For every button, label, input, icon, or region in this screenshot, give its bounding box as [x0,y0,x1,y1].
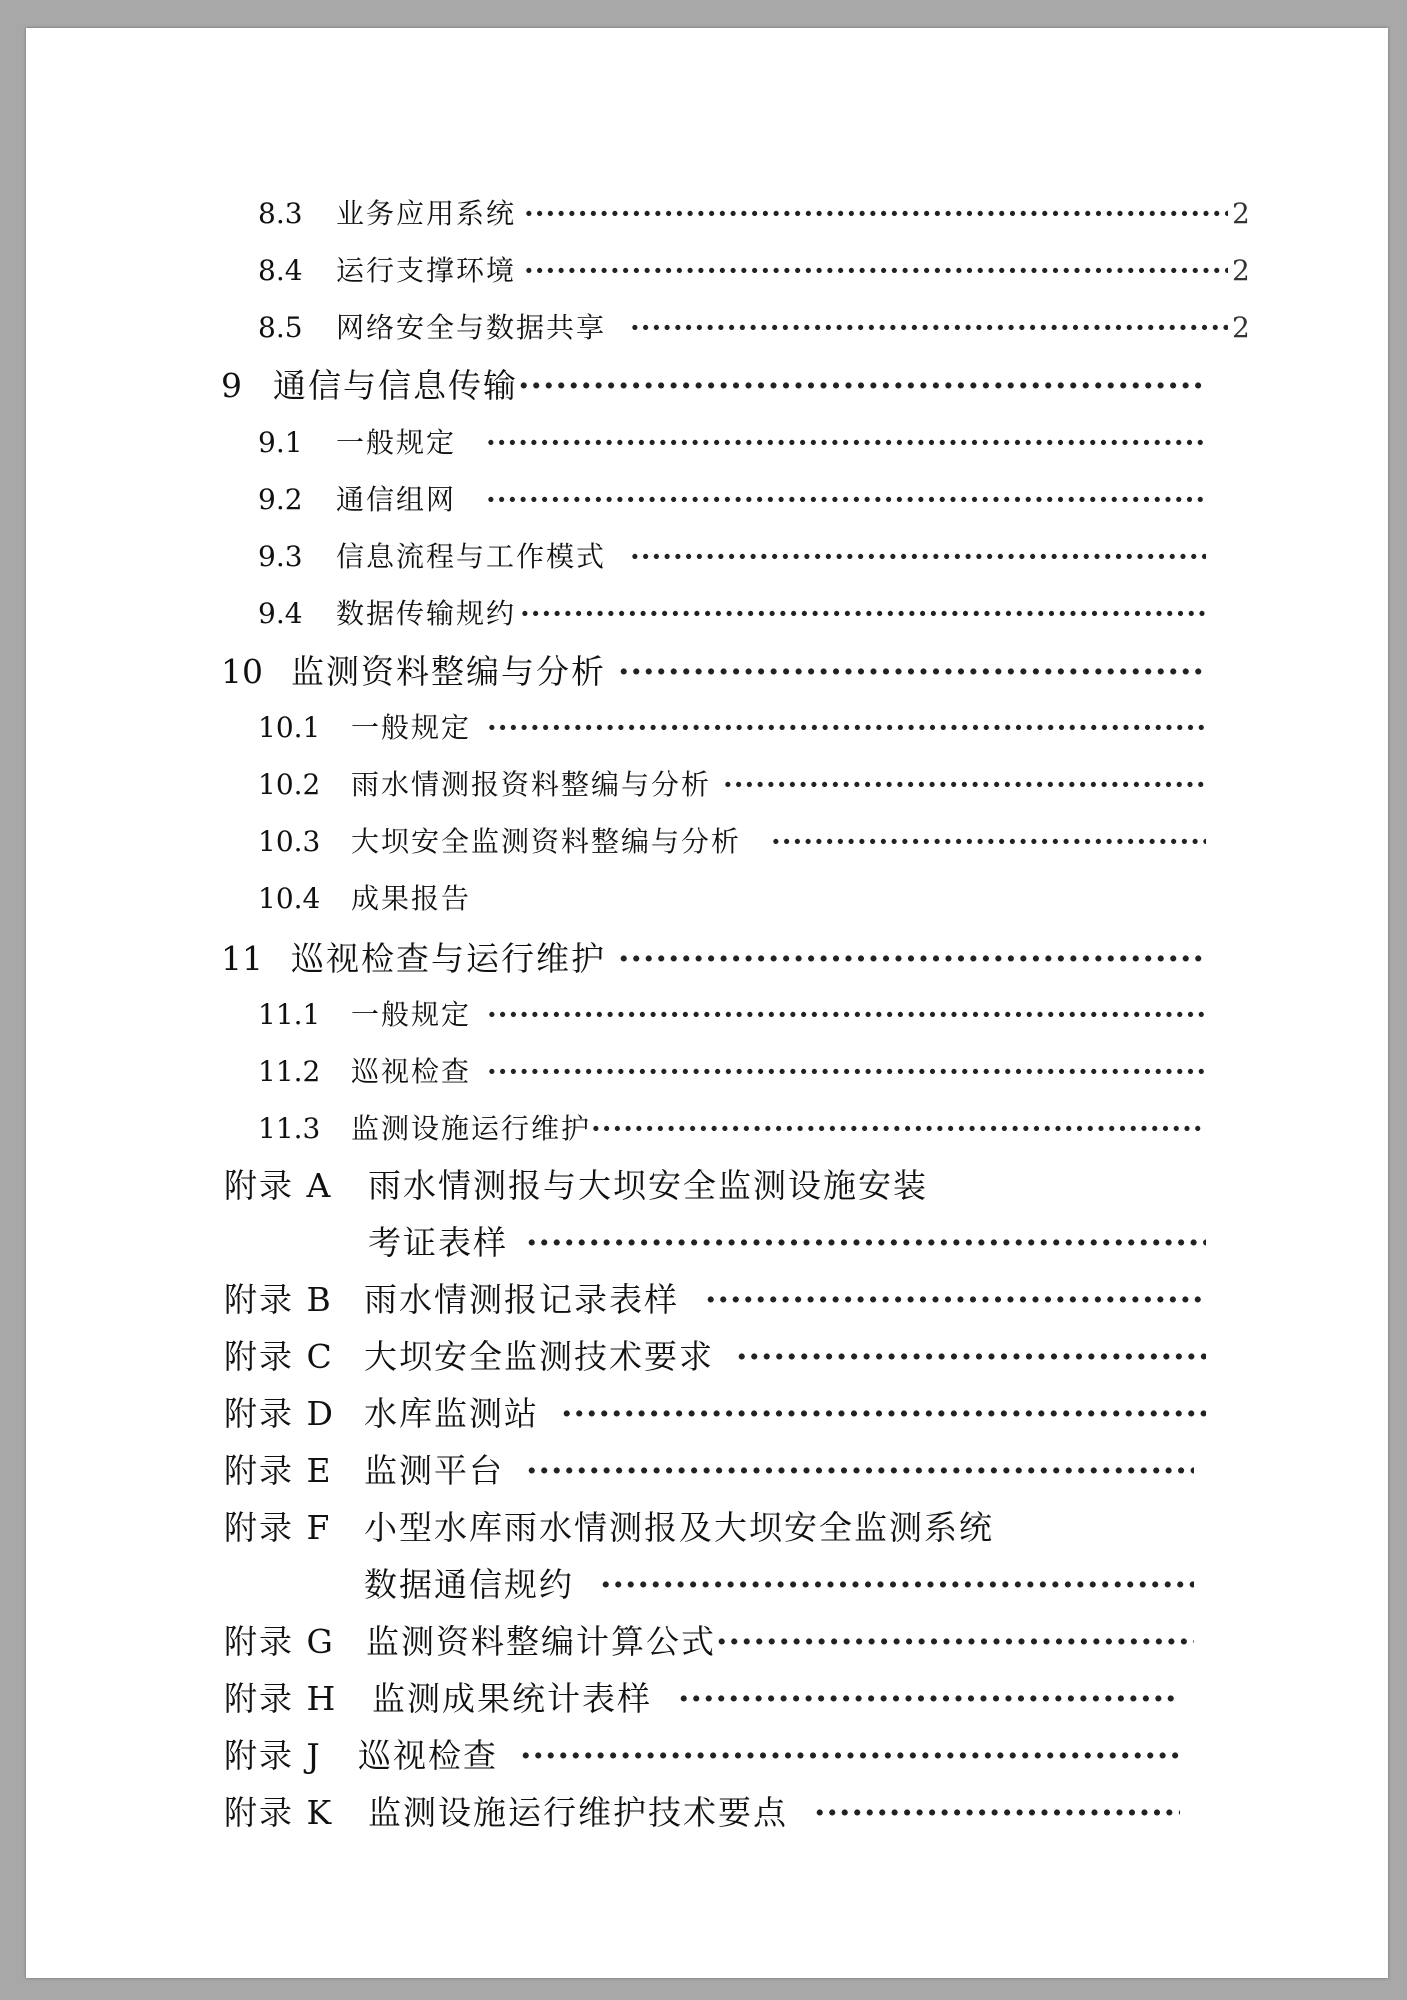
toc-number: 8.4 [258,254,303,287]
toc-appendix-e [224,1445,1194,1492]
leader-dots [520,1736,1180,1775]
toc-title: 数据传输规约 [336,597,517,630]
leader-dots [524,197,1228,230]
toc-title: 一般规定 [336,426,457,459]
toc-number: 10.4 [258,882,321,915]
leader-dots [591,1112,1206,1145]
toc-chapter-10 [221,646,1206,693]
toc-number: 9.2 [258,483,303,516]
toc-page-number: 2 [1232,197,1250,230]
toc-entry-10-4 [258,877,1206,917]
toc-number: 附录 F [224,1508,332,1547]
toc-appendix-k [224,1787,1180,1834]
leader-dots [487,711,1206,744]
toc-title: 巡视检查 [358,1736,498,1775]
toc-title: 雨水情测报资料整编与分析 [351,768,712,801]
toc-number: 附录 A [224,1166,333,1205]
toc-chapter-11 [221,933,1206,980]
toc-number: 11.3 [258,1112,321,1145]
toc-title: 运行支撑环境 [336,254,517,287]
toc-appendix-d [224,1388,1206,1435]
toc-appendix-g [224,1616,1194,1663]
leader-dots [723,768,1206,801]
toc-title: 大坝安全监测技术要求 [364,1337,714,1376]
toc-title: 一般规定 [351,711,472,744]
toc-appendix-c [224,1331,1206,1378]
leader-dots [561,1394,1206,1433]
leader-dots [486,483,1206,516]
toc-number: 10 [221,652,263,691]
leader-dots [487,998,1206,1031]
toc-page-number: 2 [1232,254,1250,287]
toc-title: 监测设施运行维护技术要点 [368,1793,788,1832]
leader-dots [526,1223,1206,1262]
leader-dots [526,1451,1194,1490]
toc-entry-11-3 [258,1107,1206,1147]
leader-dots [524,254,1228,287]
toc-title: 监测设施运行维护 [351,1112,592,1145]
toc-appendix-f [224,1502,1206,1549]
toc-appendix-h [224,1673,1180,1720]
toc-number: 8.3 [258,197,303,230]
toc-number: 9.1 [258,426,303,459]
leader-dots [678,1679,1180,1718]
toc-appendix-a [224,1160,1206,1207]
toc-number: 9 [221,366,242,405]
toc-entry-10-1 [258,706,1206,746]
toc-number: 11 [221,939,263,978]
leader-dots [705,1280,1206,1319]
toc-number: 9.3 [258,540,303,573]
toc-title: 大坝安全监测资料整编与分析 [351,825,742,858]
toc-title: 巡视检查与运行维护 [291,939,606,978]
toc-number: 9.4 [258,597,303,630]
toc-chapter-9 [221,360,1206,407]
toc-entry-9-1 [258,421,1206,461]
toc-number: 附录 B [224,1280,333,1319]
leader-dots [600,1565,1194,1604]
toc-appendix-a-continuation [368,1217,1206,1264]
toc-entry-9-3 [258,535,1206,575]
leader-dots [771,825,1206,858]
toc-number: 附录 J [224,1736,322,1775]
toc-title: 信息流程与工作模式 [336,540,607,573]
toc-number: 11.1 [258,998,321,1031]
toc-appendix-j [224,1730,1180,1777]
toc-number: 10.2 [258,768,321,801]
toc-number: 附录 D [224,1394,335,1433]
leader-dots [618,652,1206,691]
leader-dots [487,1055,1206,1088]
toc-title: 业务应用系统 [336,197,517,230]
toc-title: 通信与信息传输 [273,366,518,405]
toc-title-continuation: 数据通信规约 [364,1565,574,1604]
toc-title: 监测平台 [364,1451,504,1490]
leader-dots [618,939,1206,978]
toc-title: 雨水情测报与大坝安全监测设施安装 [368,1166,928,1205]
toc-title: 通信组网 [336,483,457,516]
toc-entry-11-1 [258,993,1206,1033]
toc-number: 附录 C [224,1337,334,1376]
toc-title: 小型水库雨水情测报及大坝安全监测系统 [364,1508,994,1547]
toc-title: 监测资料整编计算公式 [366,1622,716,1661]
toc-entry-11-2 [258,1050,1206,1090]
leader-dots [486,426,1206,459]
toc-entry-9-4 [258,592,1206,632]
toc-number: 附录 E [224,1451,333,1490]
toc-entry-10-2 [258,763,1206,803]
toc-number: 附录 H [224,1679,338,1718]
toc-title-continuation: 考证表样 [368,1223,508,1262]
toc-title: 监测资料整编与分析 [291,652,606,691]
toc-number: 附录 G [224,1622,335,1661]
document-page [26,28,1388,1978]
toc-number: 附录 K [224,1793,334,1832]
leader-dots [736,1337,1206,1376]
leader-dots [630,540,1206,573]
toc-entry-8-3 [258,192,1266,232]
toc-appendix-b [224,1274,1206,1321]
toc-entry-10-3 [258,820,1206,860]
toc-appendix-f-continuation [364,1559,1194,1606]
leader-dots [716,1622,1194,1661]
toc-number: 10.3 [258,825,321,858]
toc-entry-8-4 [258,249,1266,289]
toc-title: 水库监测站 [364,1394,539,1433]
toc-page-number: 2 [1232,311,1250,344]
leader-dots [630,311,1228,344]
leader-dots [518,366,1206,405]
toc-title: 监测成果统计表样 [372,1679,652,1718]
toc-title: 雨水情测报记录表样 [364,1280,679,1319]
leader-dots [814,1793,1180,1832]
toc-title: 一般规定 [351,998,472,1031]
toc-title: 网络安全与数据共享 [336,311,607,344]
toc-number: 8.5 [258,311,303,344]
leader-dots [520,597,1206,630]
toc-number: 10.1 [258,711,321,744]
toc-entry-9-2 [258,478,1206,518]
toc-number: 11.2 [258,1055,321,1088]
toc-entry-8-5 [258,306,1266,346]
toc-title: 成果报告 [351,882,472,915]
toc-title: 巡视检查 [351,1055,472,1088]
